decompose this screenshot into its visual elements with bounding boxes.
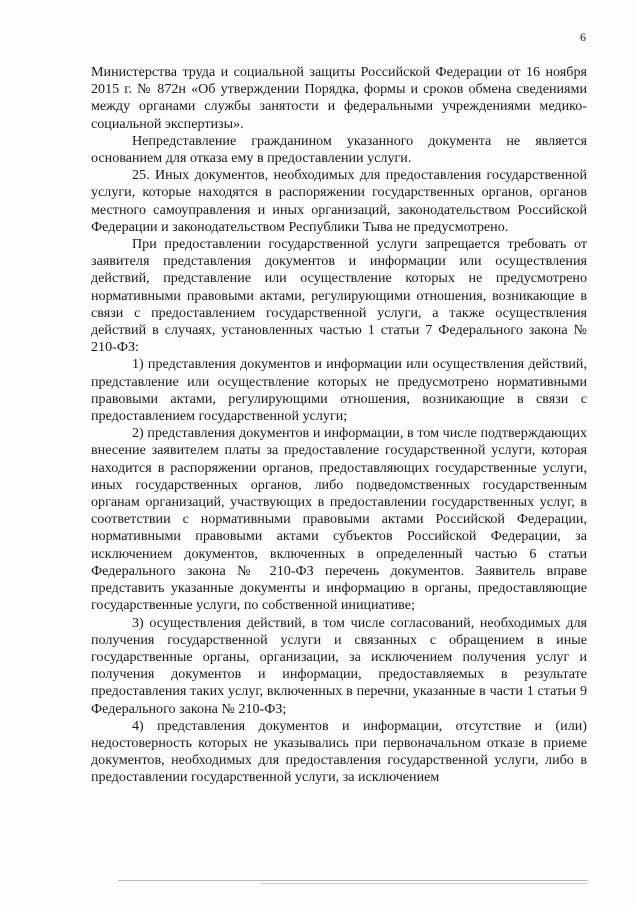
list-item-2: 2) представления документов и информации, в том числе подтверждающих внесение заявителем платы за предоставление государственной услуги, которая находится в распоряжении органов, предоставляющих государственные услуги, иных государственных органов, либо подведомственных государственным органам организаций, участвующих в предоставлении государственных услуг, в соответствии с нормативными правовыми актами Российской Федерации, нормативными правовыми актами субъектов Российской Федерации, за исключением документов, включенных в определенный частью 6 статьи Федерального закона № 210-ФЗ перечень документов. Заявитель вправе представить указанные документы и информацию в органы, предоставляющие государственные услуги, по собственной инициативе; [91,425,587,614]
scan-edge-line-secondary [260,883,588,884]
scan-edge-line [118,880,588,881]
list-item-4: 4) представления документов и информации, отсутствие и (или) недостоверность которых не указывались при первоначальном отказе в приеме документов, необходимых для предоставления государственной услуги, либо в предоставлении государственной услуги, за исключением [91,717,587,786]
paragraph-continuation: Министерства труда и социальной защиты Российской Федерации от 16 ноября 2015 г. № 872н «Об утверждении Порядка, формы и сроков обмена сведениями между органами службы занятости и федеральными учреждениями медико-социальной экспертизы». [91,64,587,132]
paragraph-item-25: 25. Иных документов, необходимых для предоставления государственной услуги, которые находятся в распоряжении государственных органов, органов местного самоуправления и иных организаций, законодательством Российской Федерации и законодательством Республики Тыва не предусмотрено. [91,167,587,235]
paragraph-nonsubmission: Непредставление гражданином указанного документа не является основанием для отказа ему в предоставлении услуги. [91,132,587,167]
paragraph-prohibition: При предоставлении государственной услуги запрещается требовать от заявителя представления документов и информации или осуществления действий, представление или осуществление которых не предусмотрено нормативными правовыми актами, регулирующими отношения, возникающие в связи с предоставлением государственной услуги, а также осуществления действий в случаях, установленных частью 1 статьи 7 Федерального закона № 210-ФЗ: [91,236,587,356]
document-body [91,64,587,787]
list-item-3: 3) осуществления действий, в том числе согласований, необходимых для получения государственной услуги и связанных с обращением в иные государственные органы, организации, за исключением получения услуг и получения документов и информации, предоставляемых в результате предоставления таких услуг, включенных в перечни, указанные в части 1 статьи 9 Федерального закона № 210-ФЗ; [91,614,587,717]
list-item-1: 1) представления документов и информации или осуществления действий, представление или осуществление которых не предусмотрено нормативными правовыми актами, регулирующими отношения, возникающие в связи с предоставлением государственной услуги; [91,356,587,425]
page-number: 6 [580,30,586,44]
